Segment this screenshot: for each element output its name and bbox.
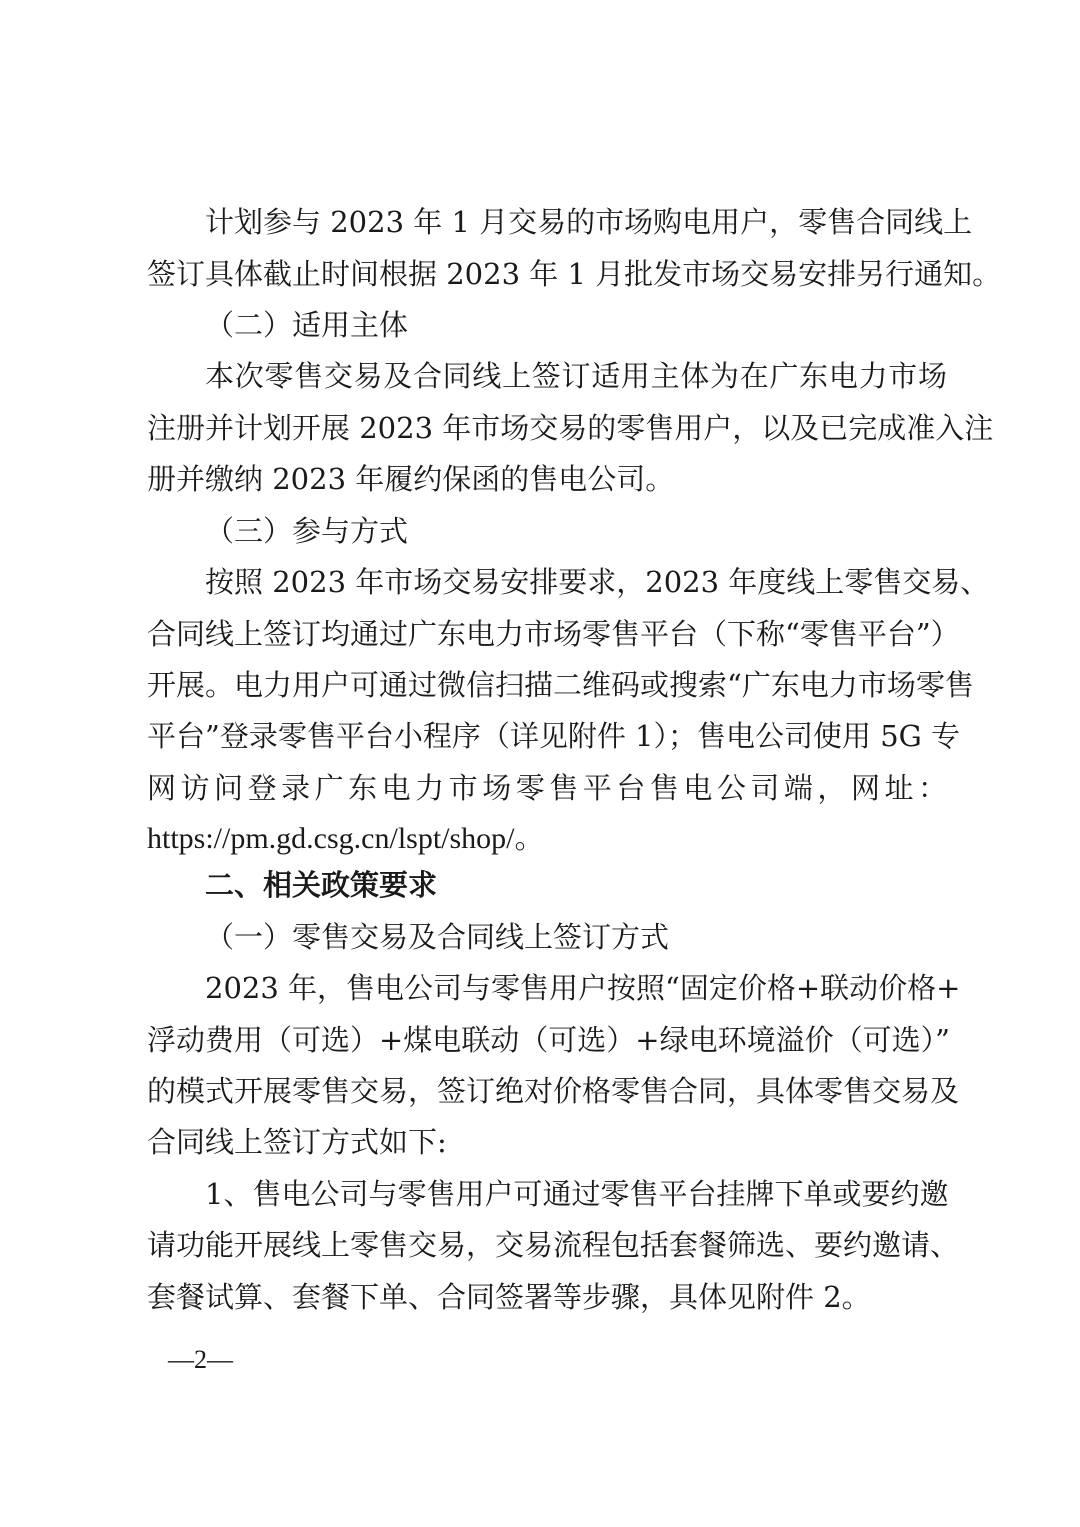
page-number: —2— [168,1345,233,1374]
section-subheading: （一）零售交易及合同线上签订方式 [205,920,670,954]
url-link[interactable]: https://pm.gd.csg.cn/lspt/shop/。 [147,822,545,855]
paragraph-line: 套餐试算、套餐下单、合同签署等步骤，具体见附件 2。 [147,1280,871,1314]
paragraph-line: 注册并计划开展 2023 年市场交易的零售用户，以及已完成准入注 [147,411,994,445]
paragraph-line: 2023 年，售电公司与零售用户按照“固定价格+联动价格+ [205,971,961,1005]
paragraph-line: 签订具体截止时间根据 2023 年 1 月批发市场交易安排另行通知。 [147,257,1002,291]
paragraph-line: 浮动费用（可选）+煤电联动（可选）+绿电环境溢价（可选）” [147,1023,950,1057]
paragraph-line: 合同线上签订方式如下: [147,1125,447,1159]
section-subheading: （二）适用主体 [205,308,409,342]
paragraph-line: 的模式开展零售交易，签订绝对价格零售合同，具体零售交易及 [147,1074,960,1108]
paragraph-line: 平台”登录零售平台小程序（详见附件 1）；售电公司使用 5G 专 [147,719,961,753]
paragraph-line: 网访问登录广东电力市场零售平台售电公司端，网址： [147,771,947,805]
paragraph-line: 开展。电力用户可通过微信扫描二维码或搜索“广东电力市场零售 [147,668,974,702]
section-heading: 二、相关政策要求 [205,868,438,902]
paragraph-line: 册并缴纳 2023 年履约保函的售电公司。 [147,462,675,496]
paragraph-line: 本次零售交易及合同线上签订适用主体为在广东电力市场 [205,359,947,393]
paragraph-line: 按照 2023 年市场交易安排要求，2023 年度线上零售交易、 [205,565,990,599]
paragraph-line: 1、售电公司与零售用户可通过零售平台挂牌下单或要约邀 [205,1177,949,1211]
section-subheading: （三）参与方式 [205,514,409,548]
paragraph-line: 合同线上签订均通过广东电力市场零售平台（下称“零售平台”） [147,617,960,651]
paragraph-line: 请功能开展线上零售交易，交易流程包括套餐筛选、要约邀请、 [147,1228,960,1262]
paragraph-line: 计划参与 2023 年 1 月交易的市场购电用户，零售合同线上 [205,205,973,239]
